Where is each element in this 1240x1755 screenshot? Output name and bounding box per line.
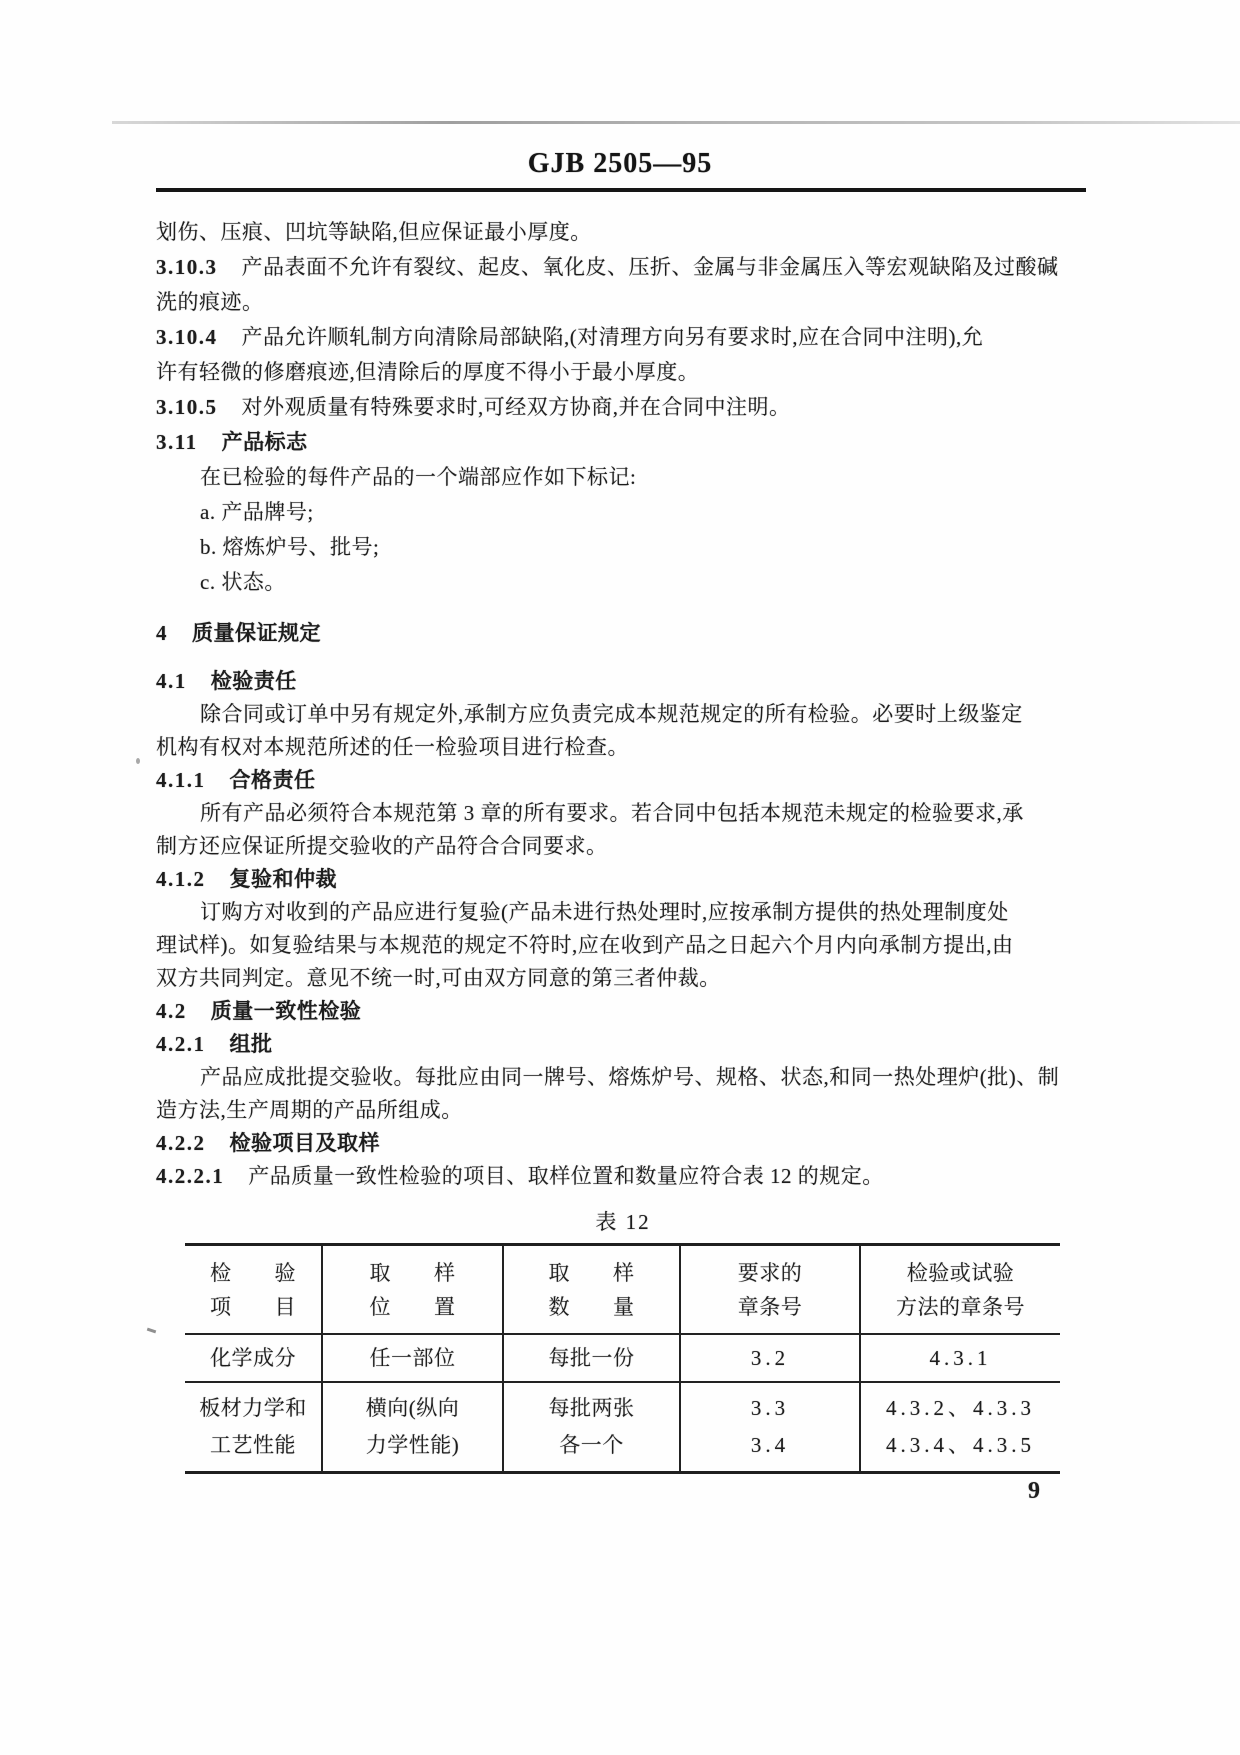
line-text: a. 产品牌号; — [200, 500, 314, 524]
heading-4-2-1 — [156, 1028, 1090, 1061]
clause-number: 4.1.2 — [156, 867, 206, 891]
cell-text-line: 取 样 — [548, 1261, 635, 1285]
line-text: 制方还应保证所提交验收的产品符合合同要求。 — [156, 834, 608, 858]
heading-text: 质量保证规定 — [192, 621, 321, 645]
heading-4-1 — [156, 664, 1090, 698]
cell-text-line: 项 目 — [210, 1295, 296, 1319]
scan-speck — [147, 1328, 156, 1334]
marking-intro-line — [156, 460, 1090, 495]
line-text: 产品允许顺轧制方向清除局部缺陷,(对清理方向另有要求时,应在合同中注明),允 — [241, 325, 984, 349]
cell-text-line: 3.2 — [750, 1346, 790, 1370]
para-4-1-line-2 — [156, 731, 1090, 764]
clause-continuation-line — [156, 215, 1090, 250]
cell-requirement — [680, 1334, 860, 1382]
line-text: 订购方对收到的产品应进行复验(产品未进行热处理时,应按承制方提供的热处理制度处 — [200, 900, 1009, 924]
clause-4-2-2-1 — [156, 1160, 1090, 1193]
heading-4-2-2 — [156, 1127, 1090, 1160]
heading-3-11 — [156, 425, 1090, 460]
para-4-2-1-line-1 — [156, 1061, 1090, 1094]
clause-number: 3.10.5 — [156, 395, 218, 419]
line-text: 造方法,生产周期的产品所组成。 — [156, 1098, 463, 1122]
header-cell-requirement-clause — [680, 1245, 860, 1335]
clause-number: 4.2.1 — [156, 1032, 206, 1056]
cell-quantity — [503, 1334, 680, 1382]
clause-3-10-5 — [156, 390, 1090, 425]
cell-position — [322, 1382, 503, 1473]
heading-text: 组批 — [229, 1032, 273, 1056]
line-text: 产品质量一致性检验的项目、取样位置和数量应符合表 12 的规定。 — [248, 1164, 884, 1188]
scan-speck — [136, 758, 140, 764]
clause-number: 3.11 — [156, 430, 198, 454]
clause-number: 3.10.3 — [156, 255, 218, 279]
clause-3-10-3-continuation — [156, 285, 1090, 320]
cell-text-line: 取 样 — [369, 1261, 456, 1285]
heading-text: 合格责任 — [229, 768, 316, 792]
cell-text-line: 检 验 — [210, 1261, 296, 1285]
cell-text-line: 3.4 — [750, 1433, 790, 1457]
para-4-1-1-line-2 — [156, 830, 1090, 863]
clause-number: 4.1.1 — [156, 768, 206, 792]
clause-number: 3.10.4 — [156, 325, 218, 349]
cell-text-line: 3.3 — [750, 1396, 790, 1420]
line-text: 划伤、压痕、凹坑等缺陷,但应保证最小厚度。 — [156, 220, 592, 244]
list-item-b — [156, 530, 1090, 565]
cell-text-line: 4.3.2、4.3.3 — [886, 1396, 1035, 1420]
para-4-1-2-line-3 — [156, 962, 1090, 995]
cell-text-line: 每批一份 — [548, 1346, 635, 1370]
document-body — [156, 215, 1090, 1474]
header-cell-inspection-item — [185, 1245, 322, 1335]
heading-text: 复验和仲裁 — [229, 867, 337, 891]
heading-text: 检验责任 — [210, 669, 297, 693]
clause-number: 4.2 — [156, 999, 187, 1023]
cell-item — [185, 1382, 322, 1473]
line-text: c. 状态。 — [200, 570, 286, 594]
list-item-a — [156, 495, 1090, 530]
cell-item — [185, 1334, 322, 1382]
scan-artifact-line — [112, 121, 1240, 124]
line-text: 对外观质量有特殊要求时,可经双方协商,并在合同中注明。 — [241, 395, 791, 419]
line-text: 机构有权对本规范所述的任一检验项目进行检查。 — [156, 735, 629, 759]
cell-text-line: 4.3.1 — [929, 1346, 992, 1370]
header-cell-sampling-position — [322, 1245, 503, 1335]
cell-text-line: 检验或试验 — [906, 1261, 1015, 1285]
cell-text-line: 方法的章条号 — [896, 1295, 1025, 1319]
heading-text: 产品标志 — [221, 430, 308, 454]
cell-text-line: 板材力学和 — [199, 1396, 307, 1420]
clause-number: 4 — [156, 621, 168, 645]
para-4-1-1-line-1 — [156, 797, 1090, 830]
cell-text-line: 力学性能) — [365, 1433, 460, 1457]
line-text: 所有产品必须符合本规范第 3 章的所有要求。若合同中包括本规范未规定的检验要求,承 — [200, 801, 1024, 825]
page-number: 9 — [1028, 1478, 1041, 1504]
list-item-c — [156, 565, 1090, 600]
cell-text-line: 要求的 — [737, 1261, 803, 1285]
clause-number: 4.2.2 — [156, 1131, 206, 1155]
clause-number: 4.1 — [156, 669, 187, 693]
line-text: 产品应成批提交验收。每批应由同一牌号、熔炼炉号、规格、状态,和同一热处理炉(批)、制 — [200, 1065, 1060, 1089]
line-text: 洗的痕迹。 — [156, 290, 264, 314]
cell-text-line: 每批两张 — [548, 1396, 635, 1420]
cell-requirement — [680, 1382, 860, 1473]
cell-text-line: 4.3.4、4.3.5 — [886, 1433, 1035, 1457]
line-text: 在已检验的每件产品的一个端部应作如下标记: — [200, 465, 637, 489]
line-text: b. 熔炼炉号、批号; — [200, 535, 380, 559]
cell-text-line: 工艺性能 — [210, 1433, 296, 1457]
row-chemical-composition — [185, 1334, 1060, 1382]
para-4-1-2-line-2 — [156, 929, 1090, 962]
cell-text-line: 章条号 — [737, 1295, 803, 1319]
line-text: 除合同或订单中另有规定外,承制方应负责完成本规范规定的所有检验。必要时上级鉴定 — [200, 702, 1023, 726]
line-text: 许有轻微的修磨痕迹,但清除后的厚度不得小于最小厚度。 — [156, 360, 700, 384]
clause-3-10-4-continuation — [156, 355, 1090, 390]
heading-text: 检验项目及取样 — [229, 1131, 380, 1155]
cell-text-line: 位 置 — [369, 1295, 456, 1319]
cell-text-line: 各一个 — [559, 1433, 624, 1457]
cell-quantity — [503, 1382, 680, 1473]
cell-text-line: 横向(纵向 — [365, 1396, 460, 1420]
heading-4-2 — [156, 995, 1090, 1028]
doc-number: GJB 2505—95 — [527, 148, 713, 179]
cell-method — [860, 1382, 1060, 1473]
line-text: 产品表面不允许有裂纹、起皮、氧化皮、压折、金属与非金属压入等宏观缺陷及过酸碱 — [241, 255, 1059, 279]
heading-text: 质量一致性检验 — [210, 999, 362, 1023]
para-4-1-line-1 — [156, 698, 1090, 731]
heading-4-1-1 — [156, 764, 1090, 797]
table-12 — [185, 1243, 1060, 1474]
cell-text-line: 数 量 — [548, 1295, 635, 1319]
header-cell-sampling-quantity — [503, 1245, 680, 1335]
para-4-2-1-line-2 — [156, 1094, 1090, 1127]
heading-4-1-2 — [156, 863, 1090, 896]
line-text: 双方共同判定。意见不统一时,可由双方同意的第三者仲裁。 — [156, 966, 721, 990]
header-rule — [156, 188, 1086, 192]
table-caption: 表 12 — [595, 1210, 651, 1234]
clause-3-10-3 — [156, 250, 1090, 285]
line-text: 理试样)。如复验结果与本规范的规定不符时,应在收到产品之日起六个月内向承制方提出,由 — [156, 933, 1014, 957]
clause-3-10-4 — [156, 320, 1090, 355]
cell-text-line: 任一部位 — [369, 1346, 456, 1370]
cell-position — [322, 1334, 503, 1382]
row-mechanical-properties — [185, 1382, 1060, 1473]
clause-number: 4.2.2.1 — [156, 1164, 225, 1188]
cell-method — [860, 1334, 1060, 1382]
table-header-row — [185, 1245, 1060, 1335]
para-4-1-2-line-1 — [156, 896, 1090, 929]
heading-4 — [156, 616, 1090, 650]
header-cell-test-method-clause — [860, 1245, 1060, 1335]
cell-text-line: 化学成分 — [210, 1346, 296, 1370]
